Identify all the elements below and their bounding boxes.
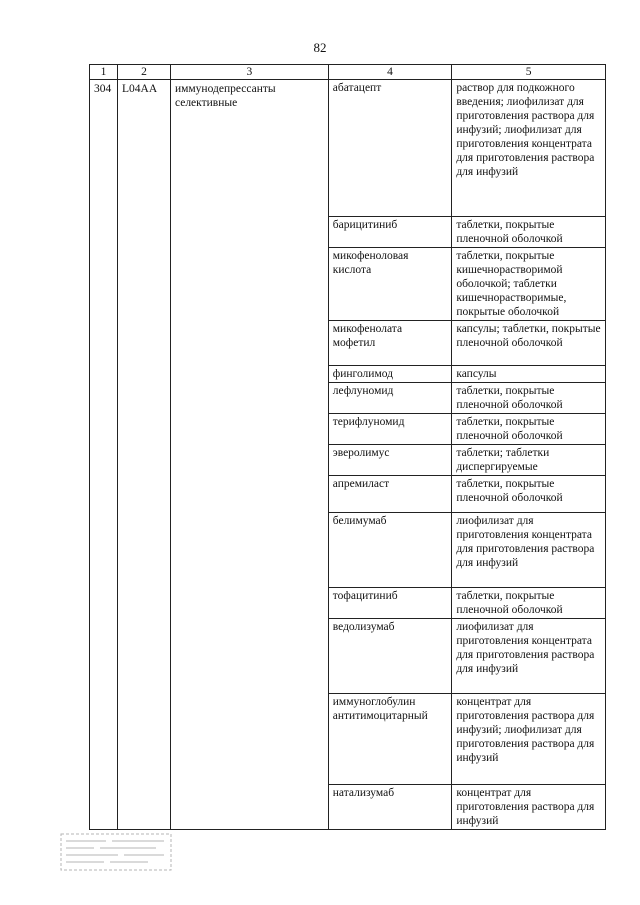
atc-code: L04AA [118, 80, 171, 830]
dosage-form: таблетки, покрытые пленочной оболочкой [452, 588, 606, 619]
dosage-form: таблетки, покрытые кишечнорастворимой оболочкой; таблетки кишечнорастворимые, покрытые оболочкой [452, 248, 606, 321]
dosage-form: таблетки, покрытые пленочной оболочкой [452, 217, 606, 248]
dosage-form: раствор для подкожного введения; лиофилизат для приготовления раствора для инфузий; лиофилизат для приготовления концентрата для приготовления раствора для инфузий [452, 80, 606, 217]
dosage-form: концентрат для приготовления раствора для инфузий; лиофилизат для приготовления раствора для инфузий [452, 694, 606, 785]
dosage-form: таблетки; таблетки диспергируемые [452, 445, 606, 476]
group-number: 304 [90, 80, 118, 830]
page-number: 82 [313, 40, 327, 55]
drug-name: апремиласт [328, 476, 452, 513]
group-name: иммунодепрессанты селективные [170, 80, 328, 830]
dosage-form: таблетки, покрытые пленочной оболочкой [452, 383, 606, 414]
drug-name: белимумаб [328, 513, 452, 588]
column-header-2: 2 [118, 65, 171, 80]
electronic-signature-stamp [60, 833, 172, 871]
column-header-1: 1 [90, 65, 118, 80]
dosage-form: таблетки, покрытые пленочной оболочкой [452, 476, 606, 513]
dosage-form: капсулы [452, 366, 606, 383]
drug-name: ведолизумаб [328, 619, 452, 694]
drug-name: натализумаб [328, 785, 452, 830]
drug-name: лефлуномид [328, 383, 452, 414]
table-row [90, 80, 606, 217]
column-header-5: 5 [452, 65, 606, 80]
dosage-form: лиофилизат для приготовления концентрата для приготовления раствора для инфузий [452, 619, 606, 694]
dosage-form: капсулы; таблетки, покрытые пленочной оболочкой [452, 321, 606, 366]
dosage-form: лиофилизат для приготовления концентрата для приготовления раствора для инфузий [452, 513, 606, 588]
dosage-form: таблетки, покрытые пленочной оболочкой [452, 414, 606, 445]
drug-name: терифлуномид [328, 414, 452, 445]
dosage-form: концентрат для приготовления раствора для инфузий [452, 785, 606, 830]
drug-name: барицитиниб [328, 217, 452, 248]
drug-name: финголимод [328, 366, 452, 383]
column-header-4: 4 [328, 65, 452, 80]
column-header-3: 3 [170, 65, 328, 80]
drug-name: микофеноловая кислота [328, 248, 452, 321]
drug-name: иммуноглобулин антитимоцитарный [328, 694, 452, 785]
drug-name: микофенолата мофетил [328, 321, 452, 366]
drug-name: тофацитиниб [328, 588, 452, 619]
drug-name: абатацепт [328, 80, 452, 217]
drug-name: эверолимус [328, 445, 452, 476]
drug-table [89, 64, 606, 830]
header-row [90, 65, 606, 80]
